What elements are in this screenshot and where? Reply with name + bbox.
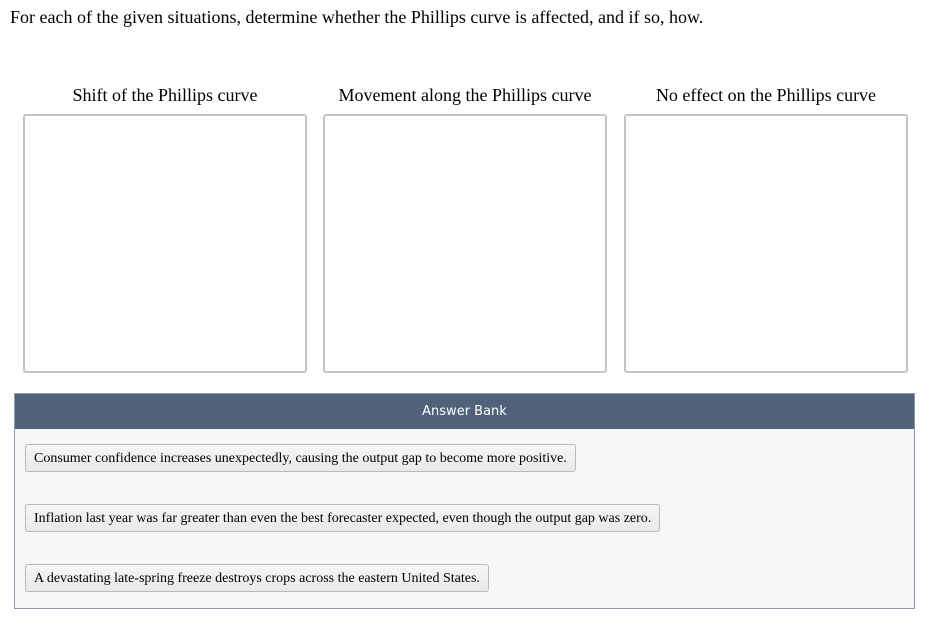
question-instruction: For each of the given situations, determine whether the Phillips curve is affected, and if so, how. bbox=[10, 7, 704, 27]
answer-item-inflation-last-year[interactable]: Inflation last year was far greater than even the best forecaster expected, even though the output gap was zero. bbox=[25, 504, 660, 532]
answer-bank-header: Answer Bank bbox=[15, 394, 914, 429]
answer-bank bbox=[14, 393, 915, 609]
category-movement bbox=[323, 84, 607, 373]
drop-zone-movement[interactable] bbox=[323, 114, 607, 373]
drop-zone-shift[interactable] bbox=[23, 114, 307, 373]
category-title-shift: Shift of the Phillips curve bbox=[72, 85, 258, 105]
category-title-movement: Movement along the Phillips curve bbox=[338, 85, 592, 105]
category-title-no-effect: No effect on the Phillips curve bbox=[655, 85, 877, 105]
category-shift bbox=[23, 84, 307, 373]
category-no-effect bbox=[624, 84, 908, 373]
drop-zone-no-effect[interactable] bbox=[624, 114, 908, 373]
answer-item-spring-freeze[interactable]: A devastating late-spring freeze destroys crops across the eastern United States. bbox=[25, 564, 489, 592]
answer-item-consumer-confidence[interactable]: Consumer confidence increases unexpectedly, causing the output gap to become more positive. bbox=[25, 444, 576, 472]
